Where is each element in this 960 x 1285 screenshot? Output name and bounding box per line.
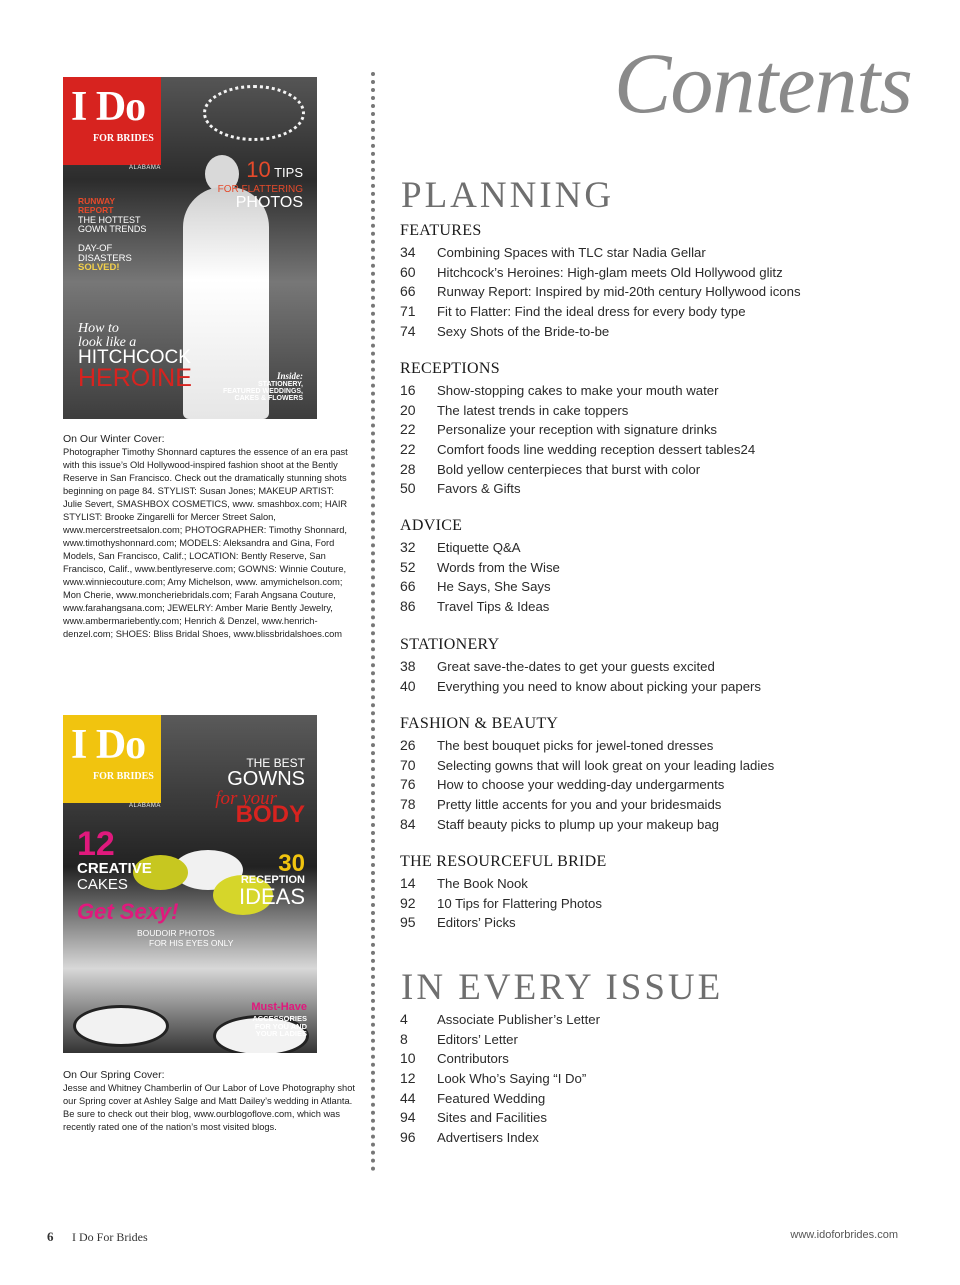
contents-entry[interactable] (400, 677, 920, 697)
section-stationery (400, 635, 920, 696)
section-title: RECEPTIONS (400, 360, 500, 377)
contents-entry[interactable] (400, 538, 920, 558)
planning-heading: PLANNING (401, 175, 615, 216)
winter-cover-caption (63, 432, 355, 641)
cover-for-your-line: for your (215, 788, 277, 809)
entry-title: Contributors (437, 1051, 509, 1067)
section-title: STATIONERY (400, 636, 500, 653)
contents-entry[interactable] (400, 420, 920, 440)
contents-entry[interactable] (400, 894, 920, 914)
contents-entry[interactable] (400, 1049, 920, 1069)
cover-logo-text: I Do (71, 722, 146, 768)
contents-entry[interactable] (400, 597, 920, 617)
entry-title: Staff beauty picks to plump up your makeup bag (437, 816, 719, 832)
entry-page-number: 92 (400, 894, 416, 911)
contents-entry[interactable] (400, 1128, 920, 1148)
cover-12-number: 12 (77, 825, 115, 863)
section-title: THE RESOURCEFUL BRIDE (400, 853, 607, 870)
cover-state-label: ALABAMA (129, 803, 161, 809)
cover-reception-line: RECEPTION (240, 874, 305, 886)
entry-title: Words from the Wise (437, 559, 560, 575)
entry-page-number: 74 (400, 322, 416, 339)
entry-page-number: 34 (400, 244, 416, 260)
cover-how-to-line: How to look like a (78, 321, 137, 350)
contents-entry[interactable] (400, 1069, 920, 1089)
cover-best-line: THE BEST (246, 756, 305, 770)
entry-title: Editors’ Picks (437, 915, 516, 931)
entry-page-number: 40 (400, 677, 416, 694)
entry-title: 10 Tips for Flattering Photos (437, 895, 602, 911)
entry-page-number: 22 (400, 441, 416, 458)
cover-inside-line: Inside: STATIONERY, FEATURED WEDDINGS, CAKES & FLOWERS (223, 371, 303, 402)
entry-title: Hitchcock’s Heroines: High-glam meets Old Hollywood glitz (437, 264, 783, 280)
section-title: FASHION & BEAUTY (400, 715, 559, 732)
contents-entry[interactable] (400, 775, 920, 795)
entry-title: Bold yellow centerpieces that burst with color (437, 461, 701, 477)
cover-cakes-line: CAKES (77, 876, 128, 893)
section-features (400, 221, 920, 341)
cover-30-number: 30 (278, 850, 305, 877)
entry-title: The latest trends in cake toppers (437, 402, 629, 418)
cover-gown-line: THE HOTTEST GOWN TRENDS (78, 215, 147, 234)
entry-page-number: 86 (400, 598, 416, 615)
entry-title: Associate Publisher’s Letter (437, 1012, 600, 1027)
entry-page-number: 76 (400, 776, 416, 793)
entry-page-number: 66 (400, 283, 416, 300)
entry-page-number: 44 (400, 1089, 416, 1106)
contents-entry[interactable] (400, 913, 920, 933)
entry-title: Pretty little accents for you and your bridesmaids (437, 797, 722, 813)
entry-title: Runway Report: Inspired by mid-20th century Hollywood icons (437, 284, 801, 300)
entry-page-number: 8 (400, 1030, 408, 1047)
cover-logo-text: I Do (71, 84, 146, 130)
entry-page-number: 94 (400, 1109, 416, 1126)
footer-url[interactable]: www.idoforbrides.com (790, 1229, 898, 1241)
cover-tips-line: 10 TIPS FOR FLATTERING PHOTOS (217, 157, 303, 211)
footer-publication: I Do For Brides (72, 1230, 148, 1244)
cover-logo-subtitle: FOR BRIDES (93, 771, 154, 782)
entry-title: The best bouquet picks for jewel-toned dresses (437, 738, 714, 753)
contents-entry[interactable] (400, 874, 920, 894)
section-resourceful-bride (400, 852, 920, 933)
entry-page-number: 71 (400, 303, 416, 320)
entry-title: Sites and Facilities (437, 1110, 547, 1126)
entry-page-number: 38 (400, 658, 416, 674)
entry-page-number: 20 (400, 401, 416, 418)
entry-title: Comfort foods line wedding reception dessert tables24 (437, 442, 756, 458)
contents-entry[interactable] (400, 657, 920, 677)
chandelier-graphic (203, 85, 305, 141)
contents-entry[interactable] (400, 1030, 920, 1050)
contents-entry[interactable] (400, 302, 920, 322)
cover-creative-line: CREATIVE (77, 860, 152, 877)
contents-entry[interactable] (400, 1108, 920, 1128)
entry-page-number: 52 (400, 558, 416, 575)
entry-page-number: 66 (400, 578, 416, 595)
cover-must-have-line: Must-Have (251, 1001, 307, 1013)
entry-page-number: 84 (400, 815, 416, 832)
contents-entry[interactable] (400, 440, 920, 460)
contents-entry[interactable] (400, 401, 920, 421)
dotted-divider (371, 72, 375, 1172)
entry-page-number: 78 (400, 796, 416, 813)
entry-title: Selecting gowns that will look great on your leading ladies (437, 757, 775, 773)
entry-title: Fit to Flatter: Find the ideal dress for every body type (437, 304, 746, 320)
entry-title: Editors’ Letter (437, 1031, 518, 1047)
caption-title: On Our Winter Cover: (63, 433, 165, 445)
entry-title: He Says, She Says (437, 579, 551, 595)
footer-page-number: 6 (47, 1229, 54, 1244)
entry-title: Travel Tips & Ideas (437, 599, 550, 615)
contents-entry[interactable] (400, 558, 920, 578)
cover-disaster-line: DAY-OF DISASTERS SOLVED! (78, 243, 132, 273)
entry-title: Show-stopping cakes to make your mouth water (437, 383, 719, 398)
entry-title: Sexy Shots of the Bride-to-be (437, 323, 610, 339)
section-every-issue (400, 1010, 920, 1148)
entry-title: Favors & Gifts (437, 481, 521, 497)
contents-entry[interactable] (400, 1010, 920, 1030)
caption-body: Photographer Timothy Shonnard captures the essence of an era past with this issue’s Old Hollywood-inspired fashion shoot at the Bently Reserve in San Francisco. Check out the dramatically stunning shots beginning on page 84. STYLIST: Susan Jones; MAKEUP ARTIST: Julie Severt, SMASHBOX COSMETICS, www. smashbox.com; HAIR STYLIST: Brooke Zingarelli for Mercer Street Salon, www.mercerstreetsalon.com; PHOTOGRAPHER: Timothy Shonnard, www.timothyshonnard.com; MODELS: Aleksandra and Gina, Ford Models, San Francisco, Calif.; LOCATION: Bently Reserve, San Francisco, Calif., www.bentlyreserve.com; GOWNS: Winnie Couture, www.winniecouture.com; Amy Michelson, www. amymichelson.com; Mon Cherie, www.moncheriebridals.com; Farah Angsana Couture, www.farahangsana.com; JEWELRY: Amber Marie Bently Jewelry, www.ambermariebently.com; Henrich & Denzel, www.henrich-denzel.com; SHOES: Bliss Bridal Shoes, www.blissbridalshoes.com (63, 447, 348, 639)
cover-heroine-line: HEROINE (78, 364, 192, 392)
cover-logo (63, 77, 161, 165)
entry-page-number: 12 (400, 1070, 416, 1087)
entry-page-number: 4 (400, 1011, 408, 1027)
entry-page-number: 60 (400, 263, 416, 280)
cover-sexy-line: Get Sexy! (77, 899, 179, 924)
cover-runway-line: RUNWAY REPORT (78, 196, 115, 215)
caption-body: Jesse and Whitney Chamberlin of Our Labor of Love Photography shot our Spring cover at Ashley Salge and Matt Dailey’s wedding in Atlanta. Be sure to check out their blog, www.ourblogoflove.com, which was recently rated one of the nation’s most visited blogs. (63, 1083, 355, 1132)
section-fashion-beauty (400, 714, 920, 834)
entry-page-number: 14 (400, 875, 416, 891)
every-issue-heading: IN EVERY ISSUE (401, 967, 724, 1008)
entry-page-number: 28 (400, 460, 416, 477)
section-title: ADVICE (400, 517, 463, 534)
entry-title: Featured Wedding (437, 1090, 546, 1106)
entry-page-number: 26 (400, 737, 416, 753)
entry-page-number: 22 (400, 421, 416, 438)
cover-hitchcock-line: HITCHCOCK (78, 347, 191, 368)
entry-title: Everything you need to know about picking your papers (437, 678, 762, 694)
entry-page-number: 70 (400, 756, 416, 773)
cover-logo-subtitle: FOR BRIDES (93, 133, 154, 144)
contents-entry[interactable] (400, 736, 920, 756)
entry-title: Etiquette Q&A (437, 540, 521, 555)
contents-entry[interactable] (400, 577, 920, 597)
contents-entry[interactable] (400, 460, 920, 480)
contents-entry[interactable] (400, 282, 920, 302)
cover-gowns-line: GOWNS (227, 768, 305, 790)
cover-state-label: ALABAMA (129, 165, 161, 171)
entry-title: How to choose your wedding-day undergarments (437, 777, 725, 793)
contents-entry[interactable] (400, 263, 920, 283)
contents-entry[interactable] (400, 381, 920, 401)
section-advice (400, 516, 920, 617)
entry-title: Personalize your reception with signature drinks (437, 422, 718, 438)
cover-boudoir-line: BOUDOIR PHOTOS (137, 928, 215, 938)
cover-ideas-line: IDEAS (238, 884, 305, 909)
section-receptions (400, 359, 920, 499)
entry-page-number: 96 (400, 1129, 416, 1146)
spring-cover-caption (63, 1068, 355, 1134)
entry-title: Great save-the-dates to get your guests excited (437, 659, 715, 674)
entry-page-number: 32 (400, 539, 416, 555)
entry-page-number: 10 (400, 1050, 416, 1067)
contents-entry[interactable] (400, 795, 920, 815)
contents-entry[interactable] (400, 1089, 920, 1109)
contents-entry[interactable] (400, 815, 920, 835)
entry-title: Advertisers Index (437, 1130, 539, 1146)
page-title: Contents (614, 35, 912, 131)
entry-title: Combining Spaces with TLC star Nadia Gellar (437, 245, 706, 260)
entry-page-number: 95 (400, 914, 416, 931)
cover-accessories-line: ACCESSORIES FOR YOU AND YOUR LADIES (252, 1014, 307, 1038)
plate-graphic (73, 1005, 169, 1047)
contents-entry[interactable] (400, 756, 920, 776)
entry-page-number: 16 (400, 382, 416, 398)
section-title: FEATURES (400, 222, 482, 239)
spring-cover-image (63, 715, 317, 1053)
winter-cover-image (63, 77, 317, 419)
cover-for-his-line: FOR HIS EYES ONLY (149, 938, 234, 948)
caption-title: On Our Spring Cover: (63, 1069, 165, 1081)
entry-title: The Book Nook (437, 876, 528, 891)
cover-logo (63, 715, 161, 803)
contents-entry[interactable] (400, 243, 920, 263)
entry-page-number: 50 (400, 480, 416, 497)
contents-entry[interactable] (400, 322, 920, 342)
contents-entry[interactable] (400, 479, 920, 499)
cover-body-line: BODY (235, 801, 305, 828)
entry-title: Look Who’s Saying “I Do” (437, 1071, 587, 1087)
